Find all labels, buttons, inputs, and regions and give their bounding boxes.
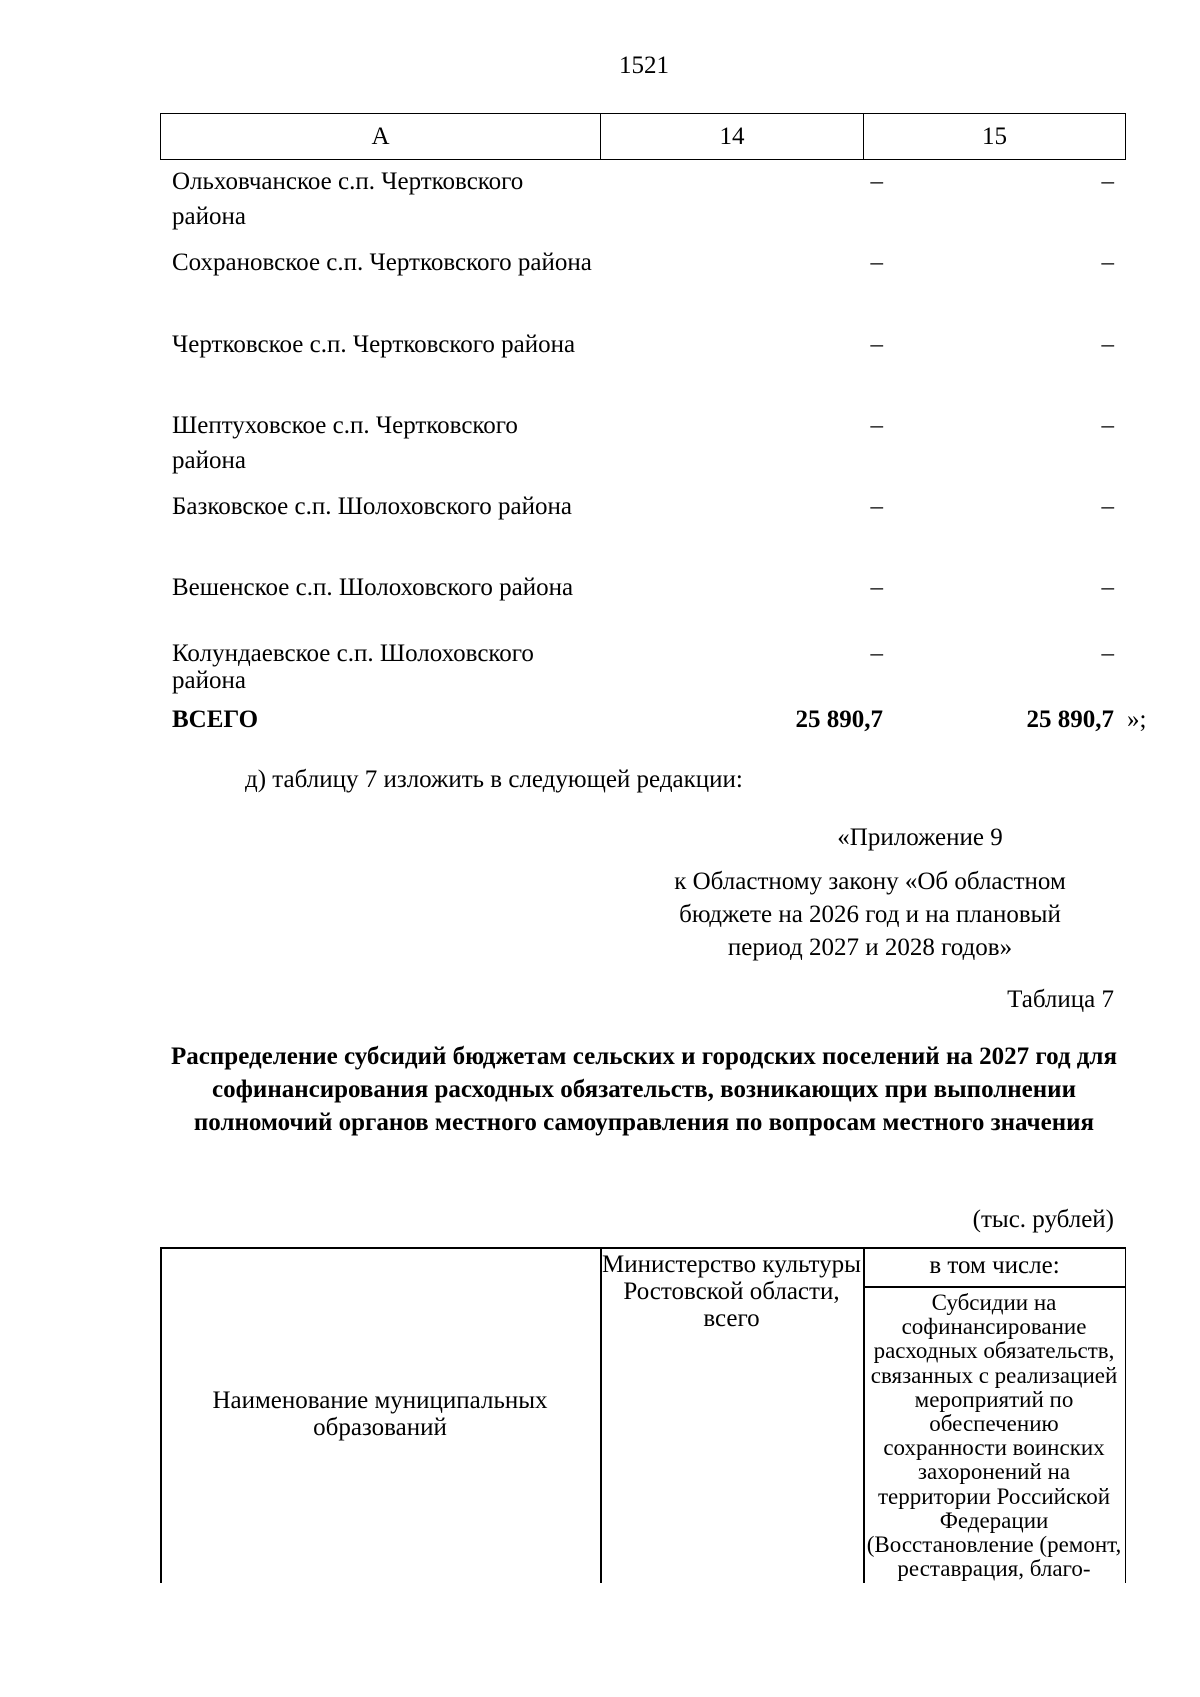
bottom-table-header — [160, 1247, 1126, 1583]
col-ministry-header: Министерство культуры Ростовской области, всего — [602, 1251, 861, 1332]
header-col-a: А — [161, 114, 601, 159]
page-number: 1521 — [619, 52, 669, 79]
row-value-14: – — [870, 331, 883, 358]
row-value-15: – — [1101, 493, 1114, 520]
col-municipality-header: Наименование муниципальных образований — [212, 1387, 548, 1441]
row-value-14: – — [870, 412, 883, 439]
row-name: Колундаевское с.п. Шолоховского района — [172, 640, 534, 694]
table-border-top — [160, 1247, 1126, 1249]
subheader-divider — [863, 1286, 1126, 1288]
column-divider — [863, 1247, 865, 1583]
row-name: Базковское с.п. Шолоховского района — [172, 493, 572, 520]
row-name: Шептуховское с.п. Чертковского района — [172, 412, 518, 474]
col-subsidy-header: Субсидии на софинансирование расходных обязательств, связанных с реализацией мероприятий по обеспечению сохранности воинских захоронений на территории Российской Федерации (Восстановление (ремонт, реставрация, благо- — [866, 1291, 1122, 1582]
row-name: Чертковское с.п. Чертковского района — [172, 331, 576, 358]
row-value-14: – — [870, 249, 883, 276]
row-value-14: – — [870, 574, 883, 601]
row-value-15: – — [1101, 249, 1114, 276]
row-name: Сохрановское с.п. Чертковского района — [172, 249, 592, 276]
appendix-title: «Приложение 9 — [837, 824, 1003, 851]
table-number: Таблица 7 — [1007, 986, 1114, 1013]
row-value-14: – — [870, 493, 883, 520]
total-value-15: 25 890,7 — [1026, 706, 1114, 733]
row-value-14: – — [870, 640, 883, 667]
top-table-header — [160, 113, 1126, 160]
appendix-text: к Областному закону «Об областном бюджете на 2026 год и на плановый период 2027 и 2028 годов» — [674, 868, 1066, 961]
header-col-14: 14 — [601, 114, 864, 159]
instruction-paragraph: д) таблицу 7 изложить в следующей редакции: — [245, 766, 743, 793]
row-value-15: – — [1101, 640, 1114, 667]
row-name: Ольховчанское с.п. Чертковского района — [172, 168, 524, 230]
row-value-14: – — [870, 168, 883, 195]
total-value-14: 25 890,7 — [795, 706, 883, 733]
units-label: (тыс. рублей) — [972, 1206, 1114, 1233]
table-border-right — [1125, 1247, 1127, 1583]
row-value-15: – — [1101, 574, 1114, 601]
closing-quote: »; — [1127, 706, 1147, 733]
row-value-15: – — [1101, 412, 1114, 439]
col-including-header: в том числе: — [929, 1252, 1060, 1279]
row-value-15: – — [1101, 168, 1114, 195]
row-value-15: – — [1101, 331, 1114, 358]
table-title: Распределение субсидий бюджетам сельских и городских поселений на 2027 год для софинансирования расходных обязательств, возникающих при выполнении полномочий органов местного самоуправления по вопросам местного значения — [171, 1043, 1117, 1136]
total-label: ВСЕГО — [172, 706, 259, 733]
header-col-15: 15 — [982, 122, 1007, 150]
row-name: Вешенское с.п. Шолоховского района — [172, 574, 574, 601]
